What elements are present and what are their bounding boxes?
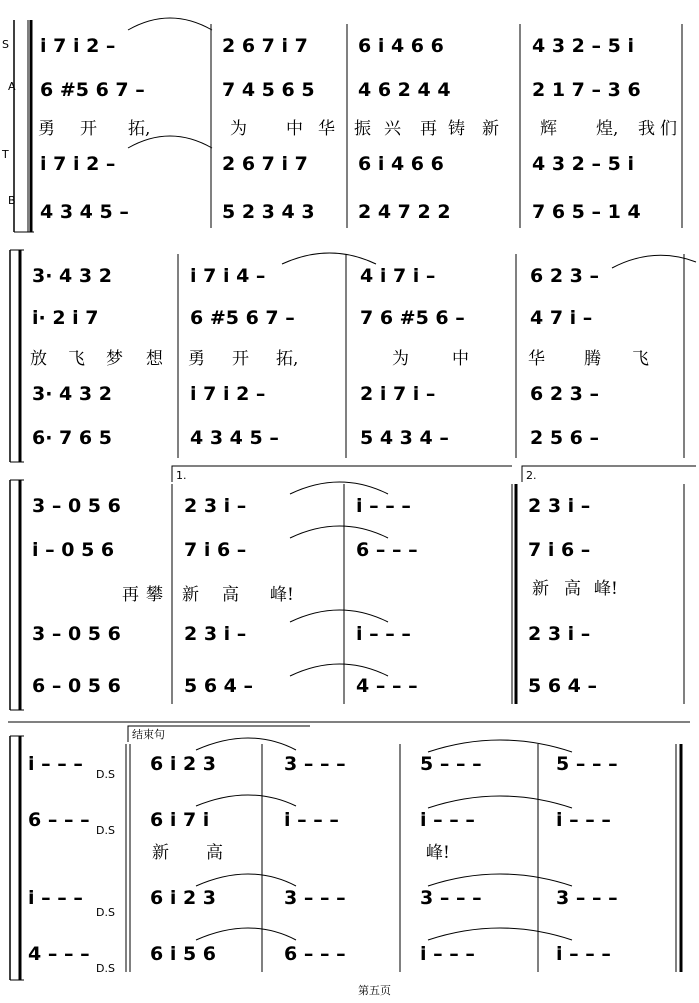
lyrics-row	[30, 349, 649, 369]
part-b-measure-1: 6· 7 6 5	[32, 427, 112, 449]
lyric: 攀	[146, 585, 163, 605]
lyric: 中	[452, 349, 469, 369]
ending-label: 结束句	[132, 728, 165, 741]
part-t-measure-4: 4 3 2 – 5 i	[532, 153, 634, 175]
lyric: 峰!	[594, 579, 618, 599]
part-b-measure-2: 6 i 5 6	[150, 943, 217, 965]
part-s-measure-3: 6 i 4 6 6	[358, 35, 444, 57]
part-b-measure-4: 5 6 4 –	[528, 675, 598, 697]
lyrics-row	[122, 579, 618, 605]
part-s-measure-4: 5 – – –	[420, 753, 482, 775]
lyric: 新	[532, 579, 549, 599]
volta-1-label: 1.	[176, 469, 187, 482]
part-b-measure-1: 6 – 0 5 6	[32, 675, 121, 697]
part-t-measure-1: 3 – 0 5 6	[32, 623, 121, 645]
part-b-measure-2: 5 6 4 –	[184, 675, 254, 697]
part-t-measure-2: 2 6 7 i 7	[222, 153, 308, 175]
part-a-measure-4: i – – –	[420, 809, 475, 831]
lyric: 为	[230, 119, 247, 139]
part-s-measure-3: i – – –	[356, 495, 411, 517]
lyric: 勇	[188, 349, 205, 369]
part-t-measure-3: 3 – – –	[284, 887, 346, 909]
part-s-measure-2: 2 3 i –	[184, 495, 247, 517]
lyric: 煌,	[596, 119, 619, 139]
part-t-measure-4: 6 2 3 –	[530, 383, 600, 405]
part-s-measure-2: 6 i 2 3	[150, 753, 217, 775]
lyric: 梦	[106, 349, 123, 369]
part-a-measure-1: i – 0 5 6	[32, 539, 115, 561]
part-a-measure-3: 7 6 #5 6 –	[360, 307, 465, 329]
lyrics-row	[152, 843, 450, 863]
lyric: 新	[182, 585, 199, 605]
part-b-measure-4: i – – –	[420, 943, 475, 965]
part-s-measure-2: i 7 i 4 –	[190, 265, 266, 287]
part-a-measure-4: 4 7 i –	[530, 307, 593, 329]
lyric: 峰!	[270, 585, 294, 605]
part-t-measure-3: i – – –	[356, 623, 411, 645]
lyric: 拓,	[276, 349, 299, 369]
lyric: 腾	[584, 349, 601, 369]
part-a-measure-3: i – – –	[284, 809, 339, 831]
lyric: 新	[152, 843, 169, 863]
lyric: 开	[80, 119, 97, 139]
part-t-measure-3: 2 i 7 i –	[360, 383, 436, 405]
system-2	[10, 250, 696, 462]
ds-marker: D.S	[96, 824, 115, 837]
ds-marker: D.S	[96, 962, 115, 975]
lyric: 飞	[632, 349, 649, 369]
lyric: 再	[122, 585, 139, 605]
part-a-measure-1: 6 #5 6 7 –	[40, 79, 145, 101]
lyric: 高	[206, 843, 223, 863]
part-s-measure-1: i – – –	[28, 753, 83, 775]
lyric: 勇	[38, 119, 55, 139]
part-t-measure-4: 3 – – –	[420, 887, 482, 909]
lyric: 华	[528, 349, 545, 369]
lyric: 高	[564, 579, 581, 599]
lyric: 们	[660, 119, 677, 139]
lyric: 高	[222, 585, 239, 605]
part-t-measure-1: 3· 4 3 2	[32, 383, 112, 405]
part-a-measure-3: 6 – – –	[356, 539, 418, 561]
volta-2-label: 2.	[526, 469, 537, 482]
lyric: 铸	[448, 119, 465, 139]
part-b-measure-3: 4 – – –	[356, 675, 418, 697]
lyric: 华	[318, 119, 335, 139]
part-t-measure-2: 6 i 2 3	[150, 887, 217, 909]
lyric: 想	[146, 349, 163, 369]
voice-label-s: S	[2, 38, 9, 51]
lyric: 再	[420, 119, 437, 139]
part-s-measure-1: i 7 i 2 –	[40, 35, 116, 57]
voice-label-a: A	[8, 80, 16, 93]
lyric: 飞	[68, 349, 85, 369]
part-b-measure-3: 5 4 3 4 –	[360, 427, 449, 449]
lyric: 我	[638, 119, 655, 139]
lyric: 中	[286, 119, 303, 139]
lyric: 兴	[384, 119, 401, 139]
part-a-measure-2: 7 i 6 –	[184, 539, 247, 561]
part-a-measure-1: 6 – – –	[28, 809, 90, 831]
system-3	[10, 466, 696, 710]
voice-label-b: B	[8, 194, 16, 207]
page-number: 第五页	[358, 984, 391, 997]
part-t-measure-1: i 7 i 2 –	[40, 153, 116, 175]
part-b-measure-2: 5 2 3 4 3	[222, 201, 315, 223]
lyric: 辉	[540, 119, 557, 139]
lyric: 拓,	[128, 119, 151, 139]
part-b-measure-4: 2 5 6 –	[530, 427, 600, 449]
part-a-measure-2: 7 4 5 6 5	[222, 79, 315, 101]
lyric: 放	[30, 349, 47, 369]
part-t-measure-1: i – – –	[28, 887, 83, 909]
part-s-measure-3: 3 – – –	[284, 753, 346, 775]
part-b-measure-3: 2 4 7 2 2	[358, 201, 451, 223]
part-b-measure-5: i – – –	[556, 943, 611, 965]
part-t-measure-2: i 7 i 2 –	[190, 383, 266, 405]
part-s-measure-4: 4 3 2 – 5 i	[532, 35, 634, 57]
part-s-measure-4: 6 2 3 –	[530, 265, 600, 287]
part-s-measure-5: 5 – – –	[556, 753, 618, 775]
lyrics-row	[38, 118, 677, 139]
lyric: 峰!	[426, 843, 450, 863]
part-s-measure-4: 2 3 i –	[528, 495, 591, 517]
part-a-measure-3: 4 6 2 4 4	[358, 79, 451, 101]
voice-label-t: T	[2, 148, 9, 161]
lyric: 为	[392, 349, 409, 369]
part-b-measure-1: 4 – – –	[28, 943, 90, 965]
part-b-measure-2: 4 3 4 5 –	[190, 427, 279, 449]
part-s-measure-3: 4 i 7 i –	[360, 265, 436, 287]
lyric: 开	[232, 349, 249, 369]
system-1	[1, 18, 682, 232]
part-b-measure-3: 6 – – –	[284, 943, 346, 965]
system-4	[10, 726, 681, 980]
part-t-measure-3: 6 i 4 6 6	[358, 153, 444, 175]
part-a-measure-5: i – – –	[556, 809, 611, 831]
part-a-measure-1: i· 2 i 7	[32, 307, 99, 329]
part-s-measure-1: 3 – 0 5 6	[32, 495, 121, 517]
part-t-measure-5: 3 – – –	[556, 887, 618, 909]
part-a-measure-4: 2 1 7 – 3 6	[532, 79, 641, 101]
part-s-measure-2: 2 6 7 i 7	[222, 35, 308, 57]
part-b-measure-4: 7 6 5 – 1 4	[532, 201, 641, 223]
part-s-measure-1: 3· 4 3 2	[32, 265, 112, 287]
part-t-measure-4: 2 3 i –	[528, 623, 591, 645]
part-t-measure-2: 2 3 i –	[184, 623, 247, 645]
lyric: 新	[482, 119, 499, 139]
part-b-measure-1: 4 3 4 5 –	[40, 201, 129, 223]
ds-marker: D.S	[96, 906, 115, 919]
lyric: 振	[354, 119, 371, 139]
part-a-measure-2: 6 i 7 i	[150, 809, 210, 831]
ds-marker: D.S	[96, 768, 115, 781]
part-a-measure-2: 6 #5 6 7 –	[190, 307, 295, 329]
part-a-measure-4: 7 i 6 –	[528, 539, 591, 561]
